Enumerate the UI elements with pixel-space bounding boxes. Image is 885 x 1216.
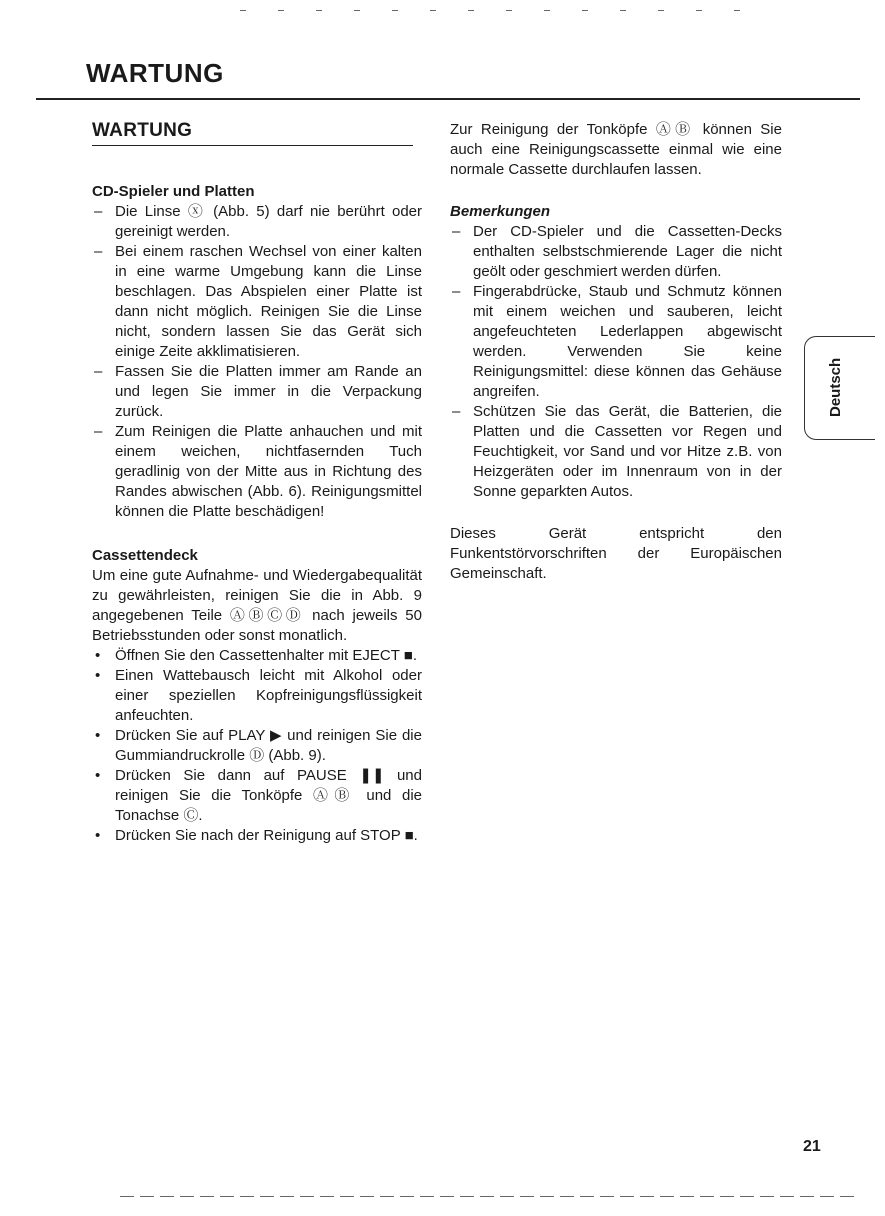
scan-artifact-top [240, 10, 760, 11]
list-item: • Drücken Sie nach der Reinigung auf STOP ■. [95, 827, 418, 844]
left-column [92, 120, 422, 846]
cleaning-cassette-note: Zur Reinigung der Tonköpfe ⒶⒷ können Sie auch eine Reinigungscassette einmal wie eine normale Cassette durchlaufen lassen. [450, 121, 782, 178]
compliance-statement: Dieses Gerät entspricht den Funkentstörvorschriften der Europäischen Gemeinschaft. [450, 525, 782, 582]
cassette-heading: Cassettendeck [92, 547, 198, 564]
cassette-steps [92, 646, 422, 846]
cassette-intro: Um eine gute Aufnahme- und Wiedergabequalität zu gewährleisten, reinigen Sie die in Abb. 9 angegebenen Teile ⒶⒷⒸⒹ nach jeweils 50 Betriebsstunden oder sonst monatlich. [92, 567, 422, 644]
list-item: – Fassen Sie die Platten immer am Rande an und legen Sie immer in die Verpackung zurück. [94, 363, 422, 420]
list-item: – Zum Reinigen die Platte anhauchen und mit einem weichen, nichtfasernden Tuch geradlinig von der Mitte aus in Richtung des Randes abwischen (Abb. 6). Reinigungsmittel können die Platte beschädigen! [94, 423, 422, 520]
header-rule [36, 98, 860, 100]
notes-heading: Bemerkungen [450, 203, 551, 220]
list-item: – Der CD-Spieler und die Cassetten-Decks enthalten selbstschmierende Lager die nicht geölt oder geschmiert werden dürfen. [452, 223, 782, 280]
list-item: • Einen Wattebausch leicht mit Alkohol oder einer speziellen Kopfreinigungsflüssigkeit anfeuchten. [95, 667, 422, 724]
list-item: • Drücken Sie auf PLAY ▶ und reinigen Sie die Gummiandruckrolle Ⓓ (Abb. 9). [95, 727, 422, 764]
language-tab-label: Deutsch [827, 357, 844, 417]
notes-list [450, 222, 782, 502]
page-number: 21 [803, 1138, 821, 1155]
section-title: WARTUNG [92, 120, 413, 146]
cd-list [92, 202, 422, 522]
list-item: – Die Linse ⓧ (Abb. 5) darf nie berührt oder gereinigt werden. [94, 203, 422, 240]
language-tab [804, 336, 875, 440]
page-header-title: WARTUNG [86, 58, 224, 88]
list-item: • Drücken Sie dann auf PAUSE ❚❚ und reinigen Sie die Tonköpfe ⒶⒷ und die Tonachse Ⓒ. [95, 767, 422, 824]
list-item: – Schützen Sie das Gerät, die Batterien, die Platten und die Cassetten vor Regen und Feuchtigkeit, vor Sand und vor Hitze z.B. von Heizgeräten oder im Innenraum von in der Sonne geparkten Autos. [452, 403, 782, 500]
scan-artifact-bottom [120, 1196, 860, 1197]
list-item: – Fingerabdrücke, Staub und Schmutz können mit einem weichen und sauberen, leicht angefeuchteten Lederlappen abgewischt werden. Verwenden Sie keine Reinigungsmittel: diese können das Gehäuse angreifen. [452, 283, 782, 400]
list-item: • Öffnen Sie den Cassettenhalter mit EJECT ■. [95, 647, 417, 664]
list-item: – Bei einem raschen Wechsel von einer kalten in eine warme Umgebung kann die Linse beschlagen. Das Abspielen einer Platte ist dann nicht möglich. Reinigen Sie die Linse nicht, sondern lassen Sie das Gerät sich einige Zeite akklimatisieren. [94, 243, 422, 360]
cd-heading: CD-Spieler und Platten [92, 183, 255, 200]
right-column [450, 120, 782, 584]
